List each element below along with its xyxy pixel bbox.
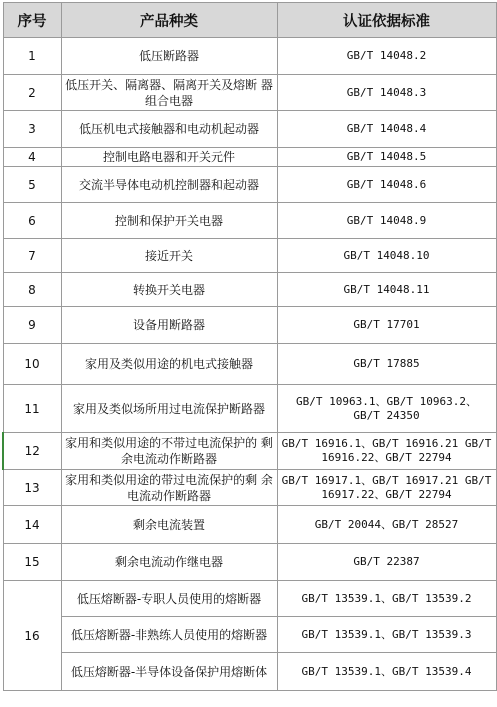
table-row bbox=[3, 273, 496, 307]
cell-standard[interactable]: GB/T 20044、GB/T 28527 bbox=[277, 506, 496, 544]
cell-product[interactable]: 低压断路器 bbox=[61, 38, 277, 75]
cell-no[interactable]: 8 bbox=[3, 273, 61, 307]
cell-no[interactable]: 9 bbox=[3, 307, 61, 344]
cell-standard[interactable]: GB/T 16917.1、GB/T 16917.21 GB/T 16917.22、GB/T 22794 bbox=[277, 470, 496, 506]
table-row bbox=[3, 38, 496, 75]
cell-product[interactable]: 交流半导体电动机控制器和起动器 bbox=[61, 167, 277, 203]
cell-product[interactable]: 剩余电流装置 bbox=[61, 506, 277, 544]
cell-product[interactable]: 剩余电流动作继电器 bbox=[61, 544, 277, 581]
cell-product[interactable]: 低压开关、隔离器、隔离开关及熔断 器组合电器 bbox=[61, 75, 277, 111]
table-row bbox=[3, 470, 496, 506]
cell-no[interactable]: 12 bbox=[3, 433, 61, 470]
table-row bbox=[3, 653, 496, 691]
cell-standard[interactable]: GB/T 16916.1、GB/T 16916.21 GB/T 16916.22、GB/T 22794 bbox=[277, 433, 496, 470]
cell-standard[interactable]: GB/T 14048.10 bbox=[277, 239, 496, 273]
cell-product[interactable]: 控制和保护开关电器 bbox=[61, 203, 277, 239]
cell-standard[interactable]: GB/T 10963.1、GB/T 10963.2、 GB/T 24350 bbox=[277, 385, 496, 433]
cell-product[interactable]: 低压熔断器-非熟练人员使用的熔断器 bbox=[61, 617, 277, 653]
cell-standard[interactable]: GB/T 22387 bbox=[277, 544, 496, 581]
cell-product[interactable]: 接近开关 bbox=[61, 239, 277, 273]
cell-no[interactable]: 16 bbox=[3, 581, 61, 691]
table-row bbox=[3, 203, 496, 239]
cell-standard[interactable]: GB/T 17885 bbox=[277, 344, 496, 385]
cell-no[interactable]: 10 bbox=[3, 344, 61, 385]
cell-product[interactable]: 设备用断路器 bbox=[61, 307, 277, 344]
table-row bbox=[3, 544, 496, 581]
cell-standard[interactable]: GB/T 14048.3 bbox=[277, 75, 496, 111]
cell-standard[interactable]: GB/T 14048.4 bbox=[277, 111, 496, 148]
cell-standard[interactable]: GB/T 14048.5 bbox=[277, 148, 496, 167]
table-row bbox=[3, 506, 496, 544]
table-row bbox=[3, 75, 496, 111]
cell-no[interactable]: 2 bbox=[3, 75, 61, 111]
cell-no[interactable]: 4 bbox=[3, 148, 61, 167]
cell-no[interactable]: 15 bbox=[3, 544, 61, 581]
cell-product[interactable]: 家用及类似场所用过电流保护断路器 bbox=[61, 385, 277, 433]
cell-no[interactable]: 7 bbox=[3, 239, 61, 273]
table-row bbox=[3, 344, 496, 385]
cell-product[interactable]: 转换开关电器 bbox=[61, 273, 277, 307]
cell-no[interactable]: 3 bbox=[3, 111, 61, 148]
cell-product[interactable]: 家用及类似用途的机电式接触器 bbox=[61, 344, 277, 385]
table-row bbox=[3, 167, 496, 203]
cell-standard[interactable]: GB/T 13539.1、GB/T 13539.4 bbox=[277, 653, 496, 691]
cell-no[interactable]: 1 bbox=[3, 38, 61, 75]
table-row bbox=[3, 617, 496, 653]
cell-standard[interactable]: GB/T 14048.6 bbox=[277, 167, 496, 203]
cell-no[interactable]: 5 bbox=[3, 167, 61, 203]
header-row bbox=[3, 3, 496, 38]
cell-standard[interactable]: GB/T 14048.2 bbox=[277, 38, 496, 75]
cell-product[interactable]: 家用和类似用途的带过电流保护的剩 余电流动作断路器 bbox=[61, 470, 277, 506]
table-row bbox=[3, 581, 496, 617]
cell-standard[interactable]: GB/T 14048.11 bbox=[277, 273, 496, 307]
cell-no[interactable]: 11 bbox=[3, 385, 61, 433]
table-row bbox=[3, 111, 496, 148]
cell-standard[interactable]: GB/T 13539.1、GB/T 13539.2 bbox=[277, 581, 496, 617]
cell-product[interactable]: 低压熔断器-半导体设备保护用熔断体 bbox=[61, 653, 277, 691]
table-row-selected bbox=[3, 433, 496, 470]
header-no[interactable]: 序号 bbox=[3, 3, 61, 38]
cell-no[interactable]: 13 bbox=[3, 470, 61, 506]
cell-product[interactable]: 低压熔断器-专职人员使用的熔断器 bbox=[61, 581, 277, 617]
cell-no[interactable]: 14 bbox=[3, 506, 61, 544]
cell-product[interactable]: 控制电路电器和开关元件 bbox=[61, 148, 277, 167]
cell-product[interactable]: 低压机电式接触器和电动机起动器 bbox=[61, 111, 277, 148]
cell-no[interactable]: 6 bbox=[3, 203, 61, 239]
table-row bbox=[3, 148, 496, 167]
table-row bbox=[3, 385, 496, 433]
table-row bbox=[3, 239, 496, 273]
cell-product[interactable]: 家用和类似用途的不带过电流保护的 剩余电流动作断路器 bbox=[61, 433, 277, 470]
cell-standard[interactable]: GB/T 14048.9 bbox=[277, 203, 496, 239]
cell-standard[interactable]: GB/T 17701 bbox=[277, 307, 496, 344]
table-row bbox=[3, 307, 496, 344]
cell-standard[interactable]: GB/T 13539.1、GB/T 13539.3 bbox=[277, 617, 496, 653]
header-standard[interactable]: 认证依据标准 bbox=[277, 3, 496, 38]
header-product[interactable]: 产品种类 bbox=[61, 3, 277, 38]
standards-table bbox=[2, 2, 497, 691]
